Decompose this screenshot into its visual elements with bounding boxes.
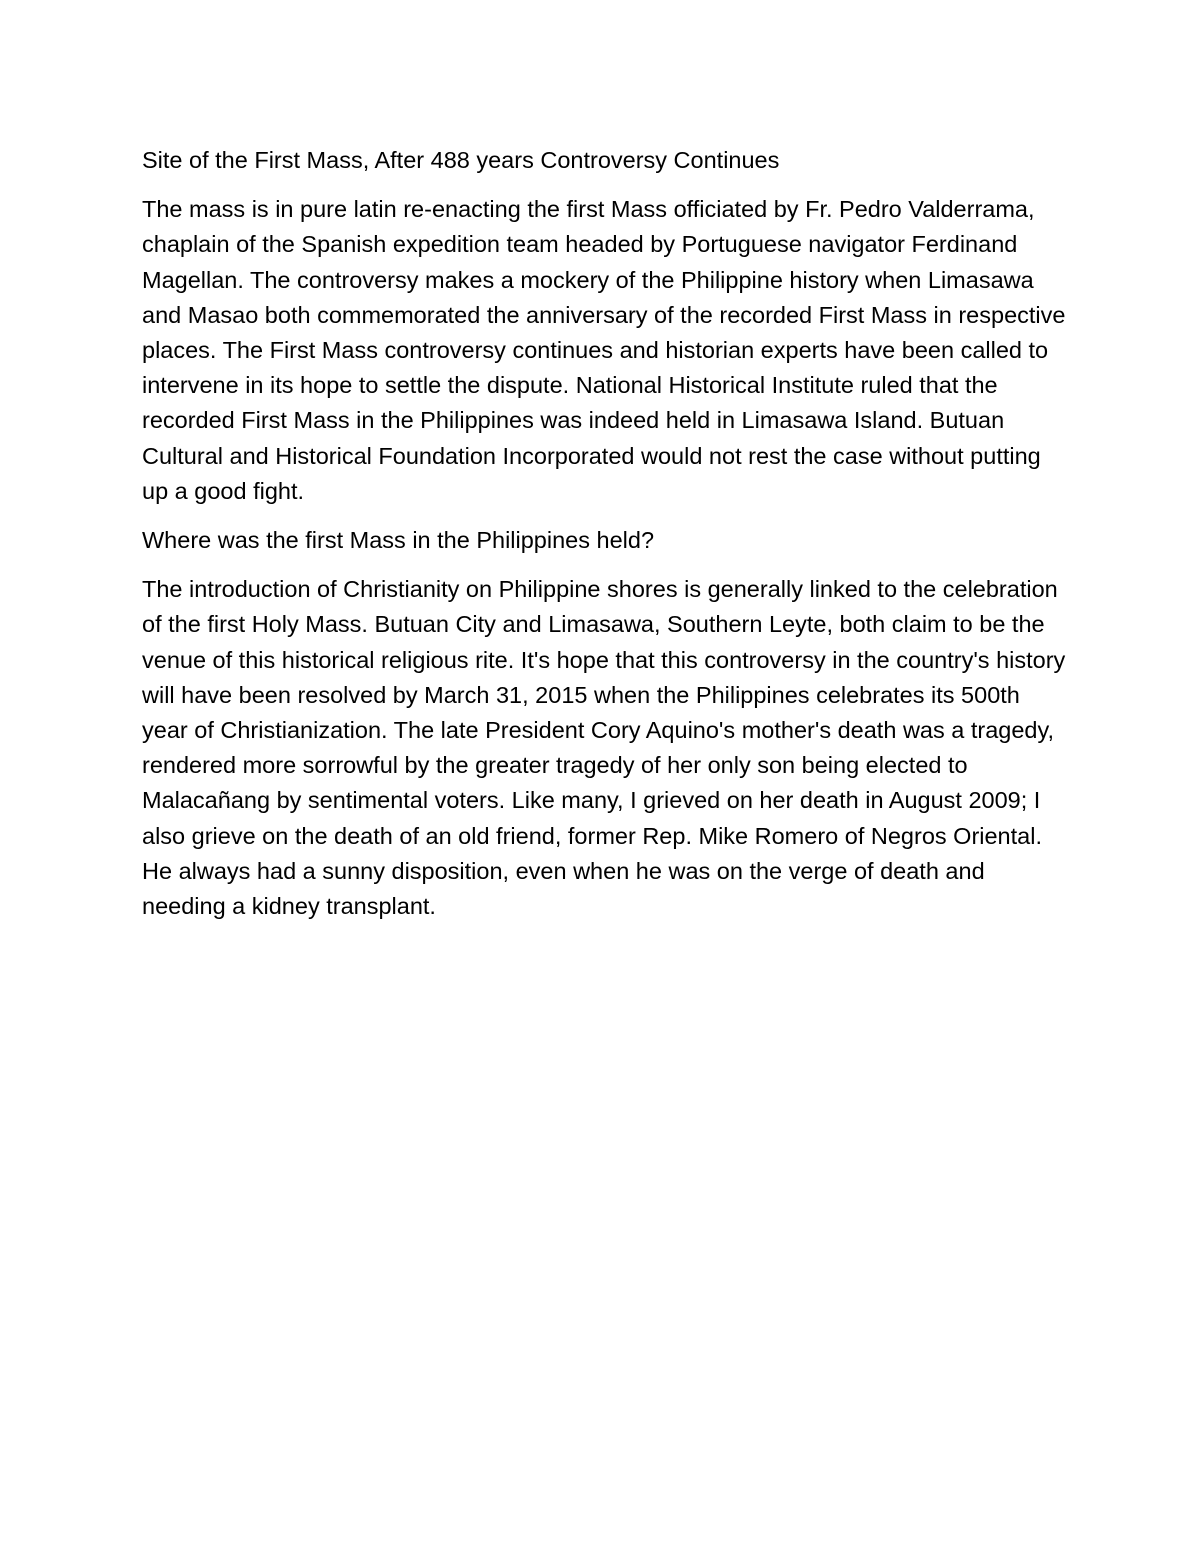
- document-title: Site of the First Mass, After 488 years Controversy Continues: [142, 147, 780, 173]
- paragraph-first-mass-controversy: The mass is in pure latin re-enacting the first Mass officiated by Fr. Pedro Valderrama, chaplain of the Spanish expedition team headed by Portuguese navigator Ferdinand Magellan. The controversy makes a mockery of the Philippine history when Limasawa and Masao both commemorated the anniversary of the recorded First Mass in respective places. The First Mass controversy continues and historian experts have been called to intervene in its hope to settle the dispute. National Historical Institute ruled that the recorded First Mass in the Philippines was indeed held in Limasawa Island. Butuan Cultural and Historical Foundation Incorporated would not rest the case without putting up a good fight.: [142, 196, 1066, 504]
- document-body: [142, 143, 1067, 938]
- paragraph-christianity-introduction: The introduction of Christianity on Philippine shores is generally linked to the celebration of the first Holy Mass. Butuan City and Limasawa, Southern Leyte, both claim to be the venue of this historical religious rite. It's hope that this controversy in the country's history will have been resolved by March 31, 2015 when the Philippines celebrates its 500th year of Christianization. The late President Cory Aquino's mother's death was a tragedy, rendered more sorrowful by the greater tragedy of her only son being elected to Malacañang by sentimental voters. Like many, I grieved on her death in August 2009; I also grieve on the death of an old friend, former Rep. Mike Romero of Negros Oriental. He always had a sunny disposition, even when he was on the verge of death and needing a kidney transplant.: [142, 576, 1066, 920]
- question-heading: Where was the first Mass in the Philippines held?: [142, 527, 655, 554]
